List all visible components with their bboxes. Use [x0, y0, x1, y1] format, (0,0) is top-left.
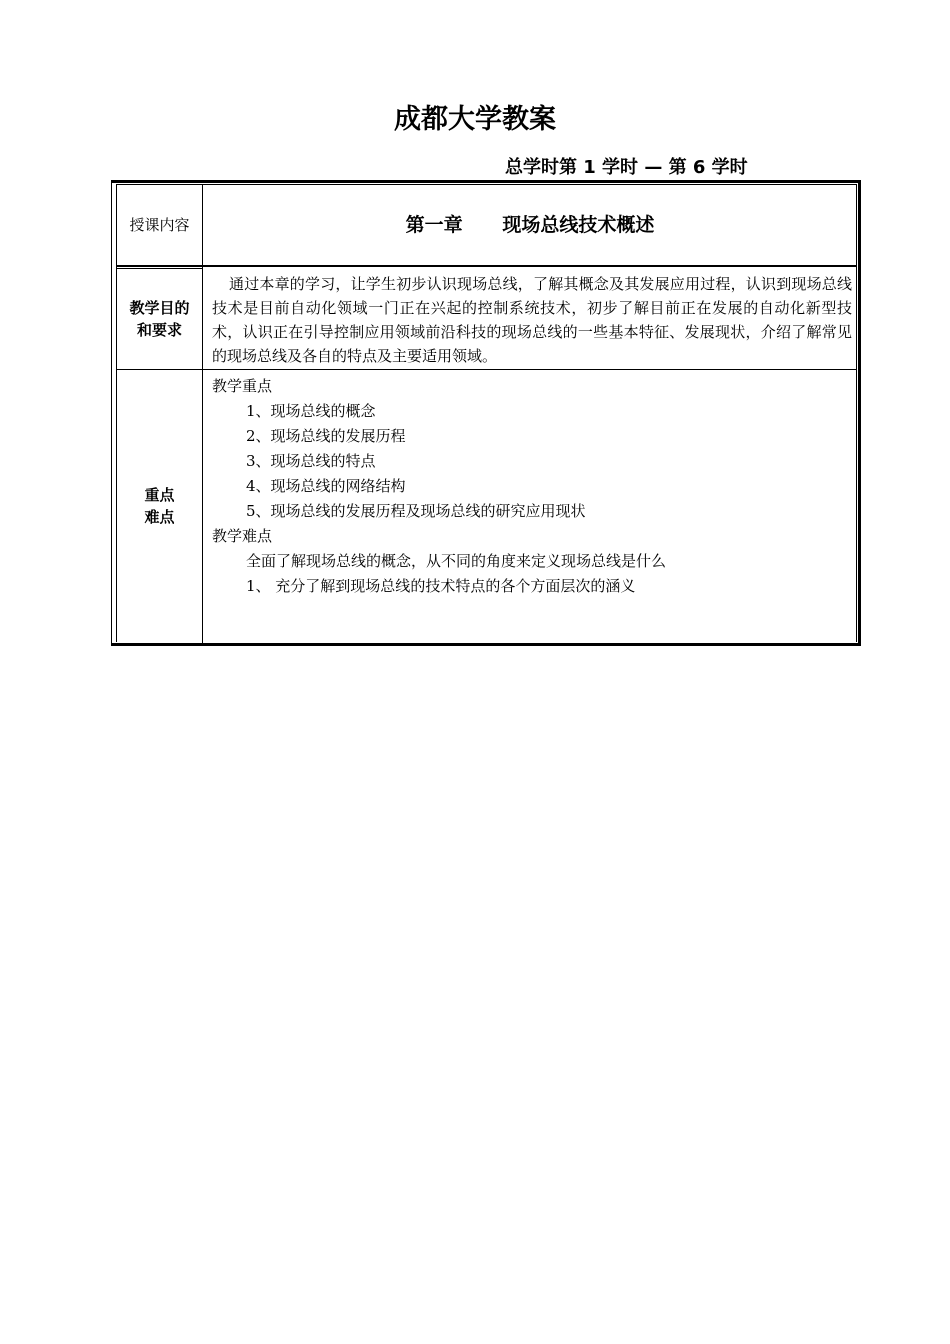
label-key-difficult: 重点 难点 [144, 486, 175, 526]
key-heading: 教学重点 [212, 377, 273, 395]
key-point-item: 1、现场总线的概念 [246, 402, 376, 420]
chapter-title: 第一章 现场总线技术概述 [405, 214, 655, 236]
document-title: 成都大学教案 [394, 104, 556, 135]
label-goals: 教学目的 和要求 [129, 299, 190, 339]
key-point-item: 4、现场总线的网络结构 [246, 477, 406, 495]
difficulty-item: 全面了解现场总线的概念，从不同的角度来定义现场总线是什么 [246, 552, 667, 570]
key-point-item: 5、现场总线的发展历程及现场总线的研究应用现状 [246, 502, 586, 520]
column-divider [202, 184, 203, 643]
total-hours: 总学时第 1 学时 — 第 6 学时 [505, 157, 748, 178]
key-point-item: 3、现场总线的特点 [246, 452, 376, 470]
key-point-item: 2、现场总线的发展历程 [246, 427, 406, 445]
difficulty-heading: 教学难点 [212, 527, 273, 545]
row-divider-2 [116, 369, 857, 370]
difficulty-item: 1、 充分了解到现场总线的技术特点的各个方面层次的涵义 [246, 577, 636, 595]
goals-text: 通过本章的学习，让学生初步认识现场总线，了解其概念及其发展应用过程，认识到现场总线技术是目前自动化领域一门正在兴起的控制系统技术，初步了解目前正在发展的自动化新型技术，认识正在引导控制应用领域前沿科技的现场总线的一些基本特征、发展现状，介绍了解常见的现场总线及各自的特点及主要适用领域。 [212, 275, 852, 365]
label-lesson-content: 授课内容 [129, 216, 190, 234]
key-points-block [212, 374, 852, 599]
row-divider-1 [116, 265, 857, 267]
